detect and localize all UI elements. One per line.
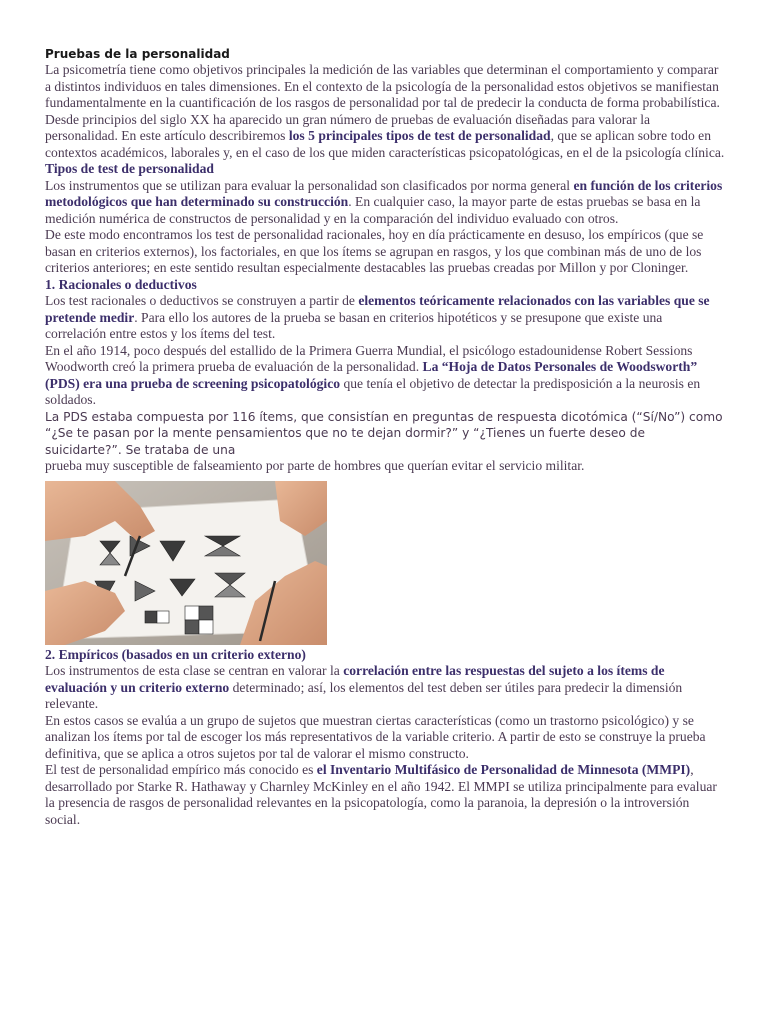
racionales-emphasis: elementos teóricamente relacionados con las variables que se pretende medir: [45, 293, 710, 325]
empiricos-paragraph-3: El test de personalidad empírico más conocido es el Inventario Multifásico de Personalidad de Minnesota (MMPI), desarrollado por Starke R. Hathaway y Charnley McKinley en el año 1942. El MMPI se utiliza principalmente para evaluar la presencia de rasgos de personalidad relevantes en la psicopatología, como la paranoia, la depresión o la introversión social.: [45, 762, 717, 827]
mmpi-emphasis: el Inventario Multifásico de Personalidad de Minnesota (MMPI): [316, 762, 691, 777]
heading-racionales: 1. Racionales o deductivos: [45, 276, 197, 292]
empiricos-paragraph-1: Los instrumentos de esta clase se centran en valorar la correlación entre las respuestas del sujeto a los ítems de evaluación y un criterio externo determinado; así, los elementos del test deben ser útiles para predecir la dimensión relevante.: [45, 663, 683, 711]
intro-emphasis: los 5 principales tipos de test de personalidad: [288, 128, 551, 143]
document-page: [45, 46, 725, 828]
intro-paragraph-1: La psicometría tiene como objetivos principales la medición de las variables que determinan el comportamiento y comparar a distintos individuos en tales dimensiones. En el contexto de la psicología de la personalidad estos objetivos se manifiestan fundamentalmente en la cuantificación de los rasgos de personalidad por tal de predecir la conducta de forma probabilística.: [45, 62, 720, 110]
personality-test-photo: [45, 481, 327, 645]
heading-empiricos: 2. Empíricos (basados en un criterio externo): [45, 646, 306, 662]
tipos-emphasis: en función de los criterios metodológicos que han determinado su construcción: [45, 177, 723, 209]
empiricos-emphasis: correlación entre las respuestas del sujeto a los ítems de evaluación y un criterio externo: [45, 663, 665, 695]
empiricos-paragraph-2: En estos casos se evalúa a un grupo de sujetos que muestran ciertas características (como un trastorno psicológico) y se analizan los ítems por tal de escoger los más representativos de la variable criterio. A partir de esto se construye la prueba definitiva, que se aplica a otros sujetos por tal de valorar el mismo constructo.: [45, 712, 706, 761]
tipos-paragraph-2: De este modo encontramos los test de personalidad racionales, hoy en día prácticamente en desuso, los empíricos (que se basan en criterios externos), los factoriales, en que los ítems se agrupan en rasgos, y los que combinan más de uno de los criterios anteriores; en este sentido resultan especialmente destacables las pruebas creadas por Millon y por Cloninger.: [45, 227, 704, 275]
racionales-paragraph-3: La PDS estaba compuesta por 116 ítems, que consistían en preguntas de respuesta dicotómica (“Sí/No”) como “¿Se te pasan por la mente pensamientos que no te dejan dormir?” y “¿Tienes un fuerte deseo de suicidarte?”. Se trataba de una prueba muy susceptible de falseamiento por parte de hombres que querían evitar el servicio militar.: [45, 409, 723, 473]
heading-tipos: Tipos de test de personalidad: [45, 161, 214, 176]
tipos-paragraph-1: Los instrumentos que se utilizan para evaluar la personalidad son clasificados por norma general en función de los criterios metodológicos que han determinado su construcción. En cualquier caso, la mayor parte de estas pruebas se basa en la medición numérica de constructos de personalidad y en la comparación del individuo evaluado con otros.: [45, 177, 723, 226]
page-title: Pruebas de la personalidad: [45, 47, 230, 61]
racionales-paragraph-2: En el año 1914, poco después del estallido de la Primera Guerra Mundial, el psicólogo estadounidense Robert Sessions Woodworth creó la primera prueba de evaluación de la personalidad. La “Hoja de Datos Personales de Woodsworth” (PDS) era una prueba de screening psicopatológico que tenía el objetivo de detectar la predisposición a la neurosis en soldados.: [45, 342, 701, 407]
woodworth-emphasis: La “Hoja de Datos Personales de Woodsworth” (PDS) era una prueba de screening psicopatológico: [45, 359, 698, 391]
racionales-paragraph-1: Los test racionales o deductivos se construyen a partir de elementos teóricamente relacionados con las variables que se pretende medir. Para ello los autores de la prueba se basan en criterios hipotéticos y se presupone que existe una correlación entre estos y los ítems del test.: [45, 293, 710, 341]
intro-paragraph-2: Desde principios del siglo XX ha aparecido un gran número de pruebas de evaluación diseñadas para valorar la personalidad. En este artículo describiremos los 5 principales tipos de test de personalidad, que se aplican sobre todo en contextos académicos, laborales y, en el caso de los que miden características psicopatológicas, en el de la psicología clínica.: [45, 111, 725, 160]
